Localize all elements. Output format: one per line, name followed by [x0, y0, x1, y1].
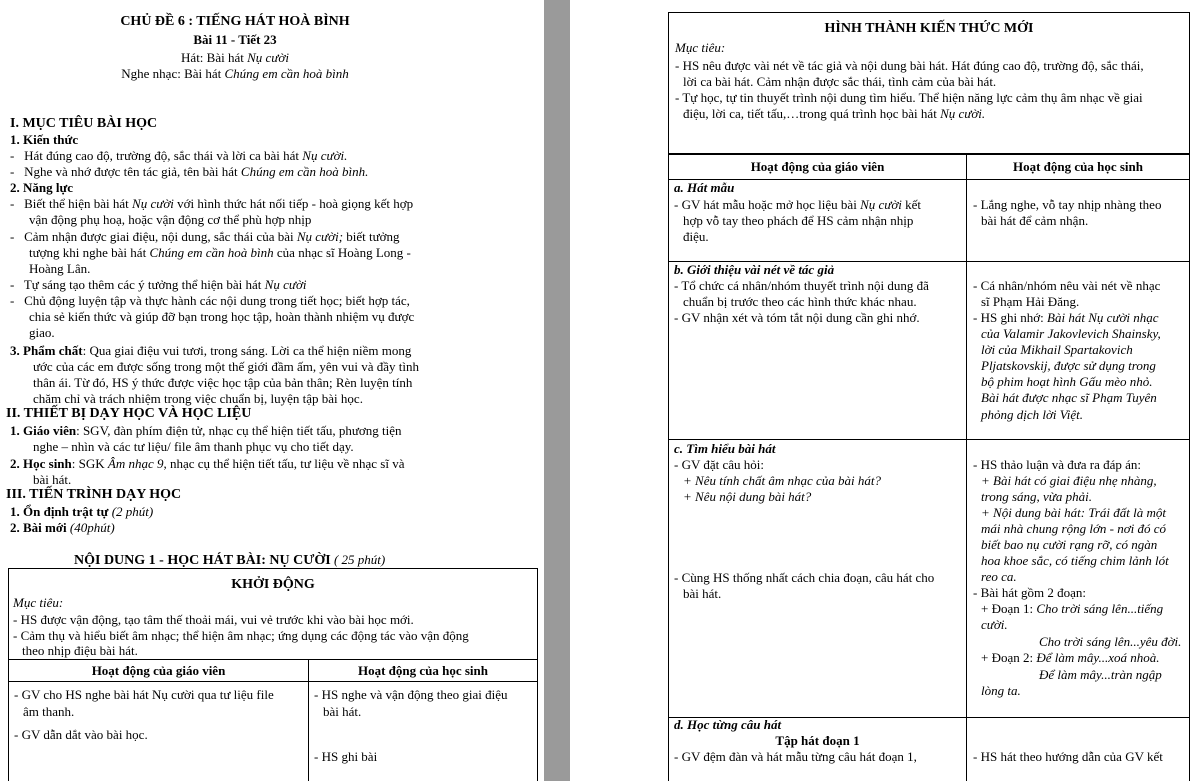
quality-paragraph: 3. Phẩm chất: Qua giai điệu vui tươi, trong sáng. Lời ca thể hiện niềm mong — [10, 343, 412, 358]
content-1-title: NỘI DUNG 1 - HỌC HÁT BÀI: NỤ CƯỜI ( 25 phút) — [74, 552, 386, 568]
student-column-header: Hoạt động của học sinh — [1012, 159, 1144, 174]
activity-c-student-answer-cont: hoa khoe sắc, có tiếng chim lảnh lót — [981, 553, 1169, 568]
table-rule — [9, 659, 537, 660]
activity-a-teacher-cont: điệu. — [683, 229, 709, 244]
activity-c-student-section-cont: Cho trời sáng lên...yêu đời. — [1039, 634, 1182, 649]
activity-d-student: - HS hát theo hướng dẫn của GV kết — [973, 749, 1163, 764]
warmup-teacher-header: Hoạt động của giáo viên — [91, 663, 226, 678]
new-knowledge-objective: - Tự học, tự tin thuyết trình nội dung tìm hiểu. Thể hiện năng lực cảm thụ âm nhạc về giai — [675, 90, 1143, 105]
activity-b-student: - HS ghi nhớ: Bài hát Nụ cười nhạc — [973, 310, 1159, 325]
student-equipment-cont: bài hát. — [33, 472, 72, 487]
teacher-equipment-cont: nghe – nhìn và các tư liệu/ file âm thanh phục vụ cho tiết dạy. — [33, 439, 354, 454]
warmup-student-header: Hoạt động của học sinh — [357, 663, 489, 678]
warmup-student-activity-cont: bài hát. — [323, 704, 362, 719]
table-rule — [669, 439, 1189, 440]
activity-c-teacher-question: + Nêu tính chất âm nhạc của bài hát? — [683, 473, 881, 488]
competence-item-cont: giao. — [29, 325, 55, 340]
warmup-teacher-activity: - GV cho HS nghe bài hát Nụ cười qua tư liệu file — [14, 687, 274, 702]
new-knowledge-title: HÌNH THÀNH KIẾN THỨC MỚI — [824, 21, 1034, 36]
section-2-heading: II. THIẾT BỊ DẠY HỌC VÀ HỌC LIỆU — [6, 406, 252, 421]
knowledge-item: - Nghe và nhớ được tên tác giả, tên bài hát Chúng em cần hoà bình. — [10, 164, 369, 179]
warmup-student-activity: - HS ghi bài — [314, 749, 378, 764]
competence-item-cont: chia sẻ kiến thức và giúp đỡ bạn trong học tập, hoàn thành nhiệm vụ được — [29, 309, 415, 324]
activity-c-student-answer-cont: reo ca. — [981, 569, 1017, 584]
document-page-right — [570, 0, 1200, 781]
activity-c-student: - HS thảo luận và đưa ra đáp án: — [973, 457, 1142, 472]
activity-b-teacher: - Tổ chức cá nhân/nhóm thuyết trình nội dung đã — [674, 278, 929, 293]
competence-item: - Cảm nhận được giai điệu, nội dung, sắc thái của bài Nụ cười; biết tưởng — [10, 229, 400, 244]
new-knowledge-box — [668, 12, 1190, 154]
document-page-left — [0, 0, 544, 781]
warmup-teacher-activity-cont: âm thanh. — [23, 704, 75, 719]
competence-item-cont: tượng khi nghe bài hát Chúng em cần hoà bình của nhạc sĩ Hoàng Long - — [29, 245, 411, 260]
activity-b-teacher-cont: chuẩn bị trước theo các hình thức khác nhau. — [683, 294, 917, 309]
topic-title: CHỦ ĐỀ 6 : TIẾNG HÁT HOÀ BÌNH — [120, 14, 350, 29]
quality-paragraph-cont: thân ái. Từ đó, HS ý thức được việc học tập của bản thân; Rèn luyện tính — [33, 375, 413, 390]
quality-paragraph-cont: chăm chỉ và trách nhiệm trong việc chuẩn bị, luyện tập bài học. — [33, 391, 363, 406]
activity-c-student-answer-cont: mái nhà chung rộng lớn - nơi đó có — [981, 521, 1167, 536]
new-knowledge-objective: - HS nêu được vài nét về tác giả và nội dung bài hát. Hát đúng cao độ, trường độ, sắc thái, — [675, 58, 1144, 73]
quality-paragraph-cont: ước của các em được sống trong một thế giới đầm ấm, yên vui và đầy tình — [33, 359, 419, 374]
knowledge-heading: 1. Kiến thức — [10, 132, 79, 147]
section-3-heading: III. TIẾN TRÌNH DẠY HỌC — [6, 487, 182, 502]
activity-c-student-section: + Đoạn 1: Cho trời sáng lên...tiếng — [981, 601, 1164, 616]
competence-item: - Chủ động luyện tập và thực hành các nội dung trong tiết học; biết hợp tác, — [10, 293, 410, 308]
warmup-student-activity: - HS nghe và vận động theo giai điệu — [314, 687, 508, 702]
competence-item: - Tự sáng tạo thêm các ý tưởng thể hiện bài hát Nụ cười — [10, 277, 307, 292]
lesson-number: Bài 11 - Tiết 23 — [193, 32, 277, 47]
activity-a-teacher: - GV hát mẫu hoặc mở học liệu bài Nụ cười kết — [674, 197, 922, 212]
activity-b-student-cont: bộ phim hoạt hình Gấu mèo nhỏ. — [981, 374, 1153, 389]
activity-d-teacher: - GV đệm đàn và hát mẫu từng câu hát đoạn 1, — [674, 749, 917, 764]
activity-a-title: a. Hát mẫu — [674, 180, 735, 195]
new-knowledge-objective-cont: lời ca bài hát. Cảm nhận được sắc thái, tình cảm của bài hát. — [683, 74, 997, 89]
activity-table — [668, 154, 1190, 781]
competence-heading: 2. Năng lực — [10, 180, 74, 195]
activity-d-title: d. Học từng câu hát — [674, 717, 782, 732]
table-rule — [9, 681, 537, 682]
warmup-title: KHỞI ĐỘNG — [231, 577, 315, 592]
activity-a-student-cont: bài hát để cảm nhận. — [981, 213, 1089, 228]
activity-c-student-answer: + Nội dung bài hát: Trái đất là một — [981, 505, 1167, 520]
teacher-equipment: 1. Giáo viên: SGV, đàn phím điện tử, nhạc cụ thể hiện tiết tấu, phương tiện — [10, 423, 402, 438]
warmup-box — [8, 568, 538, 781]
warmup-objective-label: Mục tiêu: — [13, 595, 64, 610]
activity-c-teacher: - Cùng HS thống nhất cách chia đoạn, câu hát cho — [674, 570, 935, 585]
activity-b-student-cont: Pljatskovskij, được sử dụng trong — [981, 358, 1156, 373]
listen-line: Nghe nhạc: Bài hát Chúng em cần hoà bình — [121, 66, 349, 81]
activity-b-student-cont: phỏng dịch lời Việt. — [981, 407, 1084, 422]
warmup-objective: - Cảm thụ và hiểu biết âm nhạc; thể hiện âm nhạc; ứng dụng các động tác vào vận động — [13, 628, 469, 643]
procedure-item-1: 1. Ổn định trật tự (2 phút) — [10, 504, 154, 519]
activity-c-student: - Bài hát gồm 2 đoạn: — [973, 585, 1087, 600]
activity-b-student-cont: lời của Mikhail Spartakovich — [981, 342, 1133, 357]
activity-a-student: - Lắng nghe, vỗ tay nhịp nhàng theo — [973, 197, 1162, 212]
activity-c-student-answer-cont: trong sáng, vừa phải. — [981, 489, 1092, 504]
competence-item-cont: vận động phụ hoạ, hoặc vận động cơ thể phù hợp nhịp — [29, 212, 312, 227]
warmup-teacher-activity: - GV dẫn dắt vào bài học. — [14, 727, 148, 742]
activity-c-student-answer: + Bài hát có giai điệu nhẹ nhàng, — [981, 473, 1157, 488]
table-rule — [669, 179, 1189, 180]
activity-c-student-section-cont: cười. — [981, 617, 1008, 632]
activity-c-title: c. Tìm hiểu bài hát — [674, 441, 776, 456]
activity-b-teacher: - GV nhận xét và tóm tắt nội dung cần ghi nhớ. — [674, 310, 920, 325]
activity-b-student-cont: của Valamir Jakovlevich Shainsky, — [981, 326, 1161, 341]
new-knowledge-objective-cont: điệu, lời ca, tiết tấu,…trong quá trình học bài hát Nụ cười. — [683, 106, 986, 121]
activity-c-student-answer-cont: biết bao nụ cười rạng rỡ, có ngàn — [981, 537, 1158, 552]
activity-c-student-section-cont: Để làm mây...tràn ngập — [1039, 667, 1162, 682]
student-equipment: 2. Học sinh: SGK Âm nhạc 9, nhạc cụ thể hiện tiết tấu, tư liệu về nhạc sĩ và — [10, 456, 405, 471]
warmup-objective: - HS được vận động, tạo tâm thế thoải mái, vui vẻ trước khi vào bài học mới. — [13, 612, 414, 627]
competence-item-cont: Hoàng Lân. — [29, 261, 91, 276]
warmup-objective-cont: theo nhịp điệu bài hát. — [22, 643, 138, 658]
activity-c-teacher-question: + Nêu nội dung bài hát? — [683, 489, 812, 504]
teacher-column-header: Hoạt động của giáo viên — [750, 159, 885, 174]
table-column-rule — [966, 155, 967, 781]
section-1-heading: I. MỤC TIÊU BÀI HỌC — [10, 116, 158, 131]
activity-a-teacher-cont: hợp vỗ tay theo phách để HS cảm nhận nhịp — [683, 213, 914, 228]
knowledge-item: - Hát đúng cao độ, trường độ, sắc thái và lời ca bài hát Nụ cười. — [10, 148, 348, 163]
competence-item: - Biết thể hiện bài hát Nụ cười với hình thức hát nối tiếp - hoà giọng kết hợp — [10, 196, 414, 211]
activity-b-student: - Cá nhân/nhóm nêu vài nét về nhạc — [973, 278, 1161, 293]
activity-d-subtitle: Tập hát đoạn 1 — [775, 733, 860, 748]
activity-b-title: b. Giới thiệu vài nét về tác giả — [674, 262, 835, 277]
new-knowledge-objective-label: Mục tiêu: — [675, 40, 726, 55]
activity-b-student-cont: sĩ Phạm Hải Đăng. — [981, 294, 1080, 309]
activity-c-student-section-cont: lòng ta. — [981, 683, 1021, 698]
activity-b-student-cont: Bài hát được nhạc sĩ Phạm Tuyên — [981, 390, 1157, 405]
procedure-item-2: 2. Bài mới (40phút) — [10, 520, 115, 535]
activity-c-teacher-cont: bài hát. — [683, 586, 722, 601]
activity-c-teacher: - GV đặt câu hỏi: — [674, 457, 765, 472]
activity-c-student-section: + Đoạn 2: Để làm mây...xoá nhoà. — [981, 650, 1160, 665]
sing-line: Hát: Bài hát Nụ cười — [181, 50, 289, 65]
